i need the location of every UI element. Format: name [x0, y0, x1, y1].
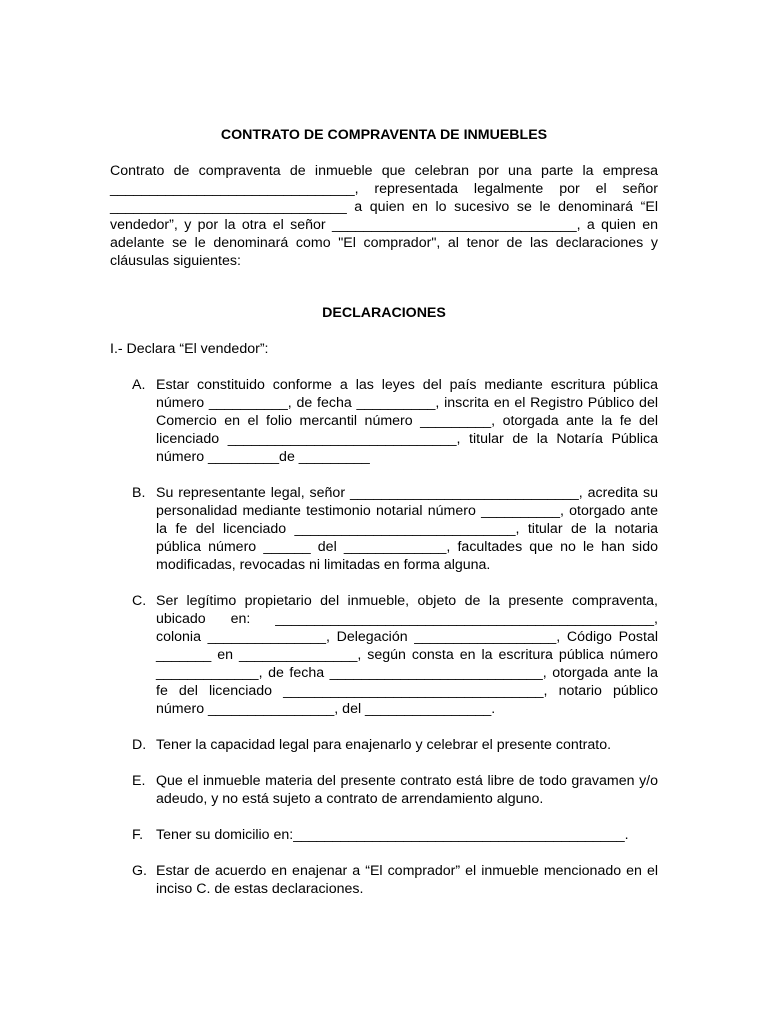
declaration-item-b [110, 484, 658, 574]
item-letter: F. [132, 827, 144, 843]
item-letter: A. [132, 377, 146, 393]
document-page [110, 126, 658, 916]
item-text: Que el inmueble materia del presente contrato está libre de todo gravamen y/o adeudo, y no está sujeto a contrato de arrendamiento alguno. [156, 773, 658, 807]
item-letter: G. [132, 863, 147, 879]
item-text: Su representante legal, señor _____________________________, acredita su personalidad mediante testimonio notarial número __________, otorgado ante la fe del licenciado ____________________________, titular de la notaria pública número ______ del _____________, facultades que no le han sido modificadas, revocadas ni limitadas en forma alguna. [156, 485, 658, 573]
declaraciones-heading: DECLARACIONES [322, 305, 446, 321]
item-text: Tener su domicilio en:__________________________________________. [156, 827, 629, 843]
declaration-item-f [110, 826, 658, 844]
declaration-item-d [110, 736, 658, 754]
declaration-item-c [110, 592, 658, 718]
declaration-item-a [110, 376, 658, 466]
item-text: Estar constituido conforme a las leyes del país mediante escritura pública número __________, de fecha __________, inscrita en el Registro Público del Comercio en el folio mercantil número _________, otorgada ante la fe del licenciado _____________________________, titular de la Notaría Pública número _________de _________ [156, 377, 658, 465]
intro-paragraph: Contrato de compraventa de inmueble que celebran por una parte la empresa _______________________________, representada legalmente por el señor ______________________________ a quien en lo sucesivo se le denominará “El vendedor”, y por la otra el señor _______________________________, a quien en adelante se le denominará como "El comprador", al tenor de las declaraciones y cláusulas siguientes: [110, 163, 658, 269]
item-letter: B. [132, 485, 146, 501]
declaraciones-list [110, 376, 658, 898]
item-letter: C. [132, 593, 147, 609]
document-title: CONTRATO DE COMPRAVENTA DE INMUEBLES [220, 127, 548, 143]
item-letter: D. [132, 737, 147, 753]
item-text: Estar de acuerdo en enajenar a “El comprador” el inmueble mencionado en el inciso C. de estas declaraciones. [156, 863, 658, 897]
declaration-item-e [110, 772, 658, 808]
declaration-item-g [110, 862, 658, 898]
item-letter: E. [132, 773, 146, 789]
item-text: Tener la capacidad legal para enajenarlo y celebrar el presente contrato. [156, 737, 612, 753]
declara-vendedor-heading: I.- Declara “El vendedor”: [110, 341, 269, 357]
item-text: Ser legítimo propietario del inmueble, objeto de la presente compraventa, ubicado en: ________________________________________________, colonia _______________, Delegación __________________, Código Postal _______ en _______________, según consta en la escritura pública número _____________, de fecha ___________________________, otorgada ante la fe del licenciado _________________________________, notario público número ________________, del ________________. [156, 593, 658, 717]
